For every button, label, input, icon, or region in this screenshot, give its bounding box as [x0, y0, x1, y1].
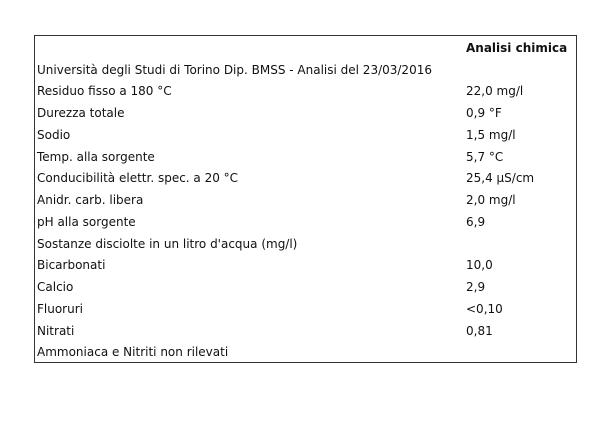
table-row: [37, 106, 567, 120]
parameter-name: Bicarbonati: [37, 258, 106, 272]
table-row: [37, 280, 567, 294]
parameter-value: 0,81: [466, 324, 493, 338]
parameter-value: 25,4 µS/cm: [466, 171, 535, 185]
parameter-name: Fluoruri: [37, 302, 83, 316]
table-row: [37, 258, 567, 272]
parameter-name: Conducibilità elettr. spec. a 20 °C: [37, 171, 239, 185]
parameter-value: 5,7 °C: [466, 150, 504, 164]
parameter-value: 22,0 mg/l: [466, 84, 524, 98]
parameter-name: Residuo fisso a 180 °C: [37, 84, 172, 98]
parameter-name: Durezza totale: [37, 106, 125, 120]
parameter-value: 6,9: [466, 215, 486, 229]
parameter-name: Sodio: [37, 128, 71, 142]
table-row: [37, 324, 567, 338]
table-row: [37, 302, 567, 316]
subtitle-row: [37, 63, 567, 77]
section-heading-row: [37, 237, 567, 251]
section-heading: Sostanze disciolte in un litro d'acqua (mg/l): [37, 237, 298, 251]
parameter-name: Nitrati: [37, 324, 75, 338]
parameter-value: 1,5 mg/l: [466, 128, 516, 142]
parameter-value: 2,0 mg/l: [466, 193, 516, 207]
table-row: [37, 171, 567, 185]
table-row: [37, 84, 567, 98]
parameter-name: Temp. alla sorgente: [37, 150, 155, 164]
parameter-value: 2,9: [466, 280, 486, 294]
parameter-value: <0,10: [466, 302, 503, 316]
table-row: [37, 128, 567, 142]
footer-note-row: [37, 345, 567, 359]
footer-note: Ammoniaca e Nitriti non rilevati: [37, 345, 229, 359]
parameter-value: 0,9 °F: [466, 106, 502, 120]
table-row: [37, 150, 567, 164]
parameter-name: pH alla sorgente: [37, 215, 136, 229]
analysis-header: Analisi chimica: [466, 41, 568, 55]
parameter-name: Anidr. carb. libera: [37, 193, 144, 207]
parameter-value: 10,0: [466, 258, 493, 272]
table-row: [37, 215, 567, 229]
source-note: Università degli Studi di Torino Dip. BMSS - Analisi del 23/03/2016: [37, 63, 432, 77]
parameter-name: Calcio: [37, 280, 74, 294]
table-row: [37, 193, 567, 207]
